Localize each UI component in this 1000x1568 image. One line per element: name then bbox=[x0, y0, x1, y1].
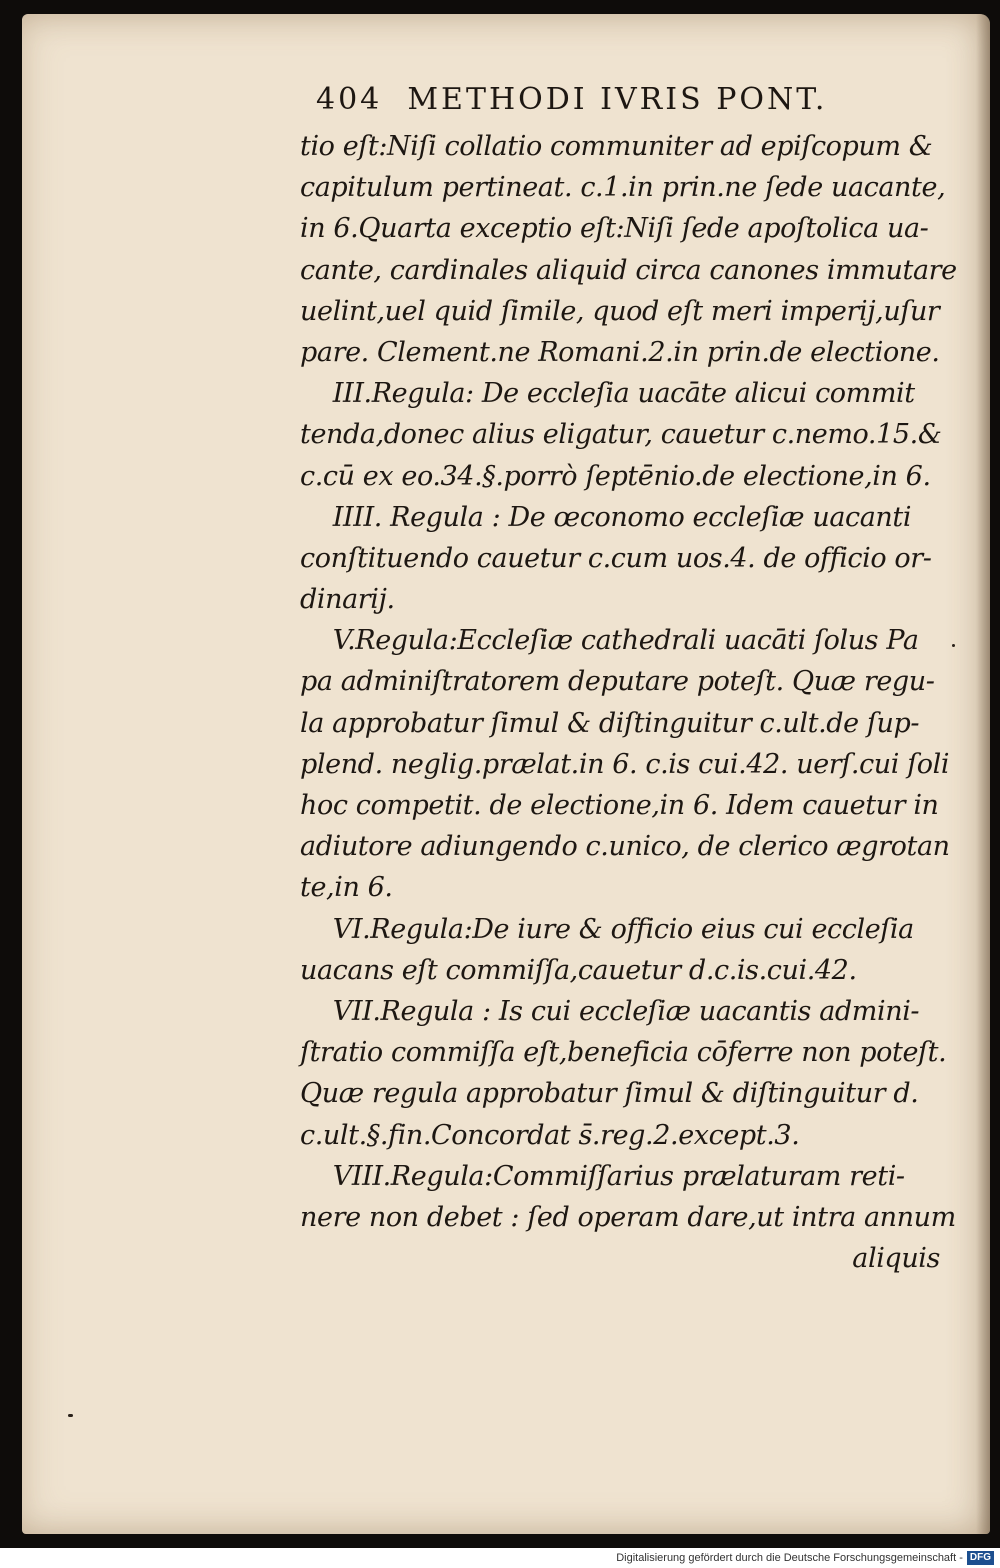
digitization-footer bbox=[0, 1548, 1000, 1568]
text-line: c.cū ex eo.34.§.porrò ſeptēnio.de electione,in 6. bbox=[300, 460, 931, 492]
text-line: c.ult.§.fin.Concordat s̄.reg.2.except.3. bbox=[300, 1119, 800, 1151]
ink-speck bbox=[952, 644, 955, 647]
page-number: 404 bbox=[316, 82, 383, 117]
dfg-logo: DFG bbox=[967, 1551, 994, 1565]
text-line: III.Regula: De eccleſia uacāte alicui commit bbox=[300, 378, 915, 410]
text-line: tio eſt:Niſi collatio communiter ad epiſcopum & bbox=[300, 131, 933, 162]
text-line: conſtituendo cauetur c.cum uos.4. de officio or- bbox=[300, 542, 932, 574]
running-head bbox=[316, 82, 940, 126]
text-line: plend. neglig.prælat.in 6. c.is cui.42. uerſ.cui ſoli bbox=[300, 748, 950, 780]
text-line: VI.Regula:De iure & officio eius cui eccleſia bbox=[300, 913, 914, 945]
text-line: ſtratio commiſſa eſt,beneficia cōferre non poteſt. bbox=[300, 1037, 947, 1069]
text-line: VIII.Regula:Commiſſarius prælaturam reti- bbox=[300, 1160, 905, 1192]
footer-credit: Digitalisierung gefördert durch die Deutsche Forschungsgemeinschaft - bbox=[616, 1552, 963, 1564]
text-line: Quæ regula approbatur ſimul & diſtinguitur d. bbox=[300, 1078, 919, 1110]
text-line: uacans eſt commiſſa,cauetur d.c.is.cui.42. bbox=[300, 954, 857, 986]
text-line: hoc competit. de electione,in 6. Idem cauetur in bbox=[300, 790, 939, 821]
text-line: pa adminiſtratorem deputare poteſt. Quæ regu- bbox=[300, 666, 935, 698]
running-title: METHODI IVRIS PONT. bbox=[407, 82, 828, 117]
catchword: aliquis bbox=[852, 1243, 940, 1275]
text-line: in 6.Quarta exceptio eſt:Niſi ſede apoſtolica ua- bbox=[300, 213, 929, 245]
text-line: nere non debet : ſed operam dare,ut intra annum bbox=[300, 1201, 956, 1233]
text-line: cante, cardinales aliquid circa canones immutare bbox=[300, 254, 957, 286]
text-line: la approbatur ſimul & diſtinguitur c.ult.de ſup- bbox=[300, 707, 920, 739]
page-text bbox=[300, 82, 957, 1279]
text-line: V.Regula:Eccleſiæ cathedrali uacāti ſolus Pa bbox=[300, 625, 919, 657]
text-line: te,in 6. bbox=[300, 872, 393, 904]
text-line: pare. Clement.ne Romani.2.in prin.de electione. bbox=[300, 336, 940, 368]
text-line: adiutore adiungendo c.unico, de clerico ægrotan bbox=[300, 831, 950, 863]
text-line: dinarij. bbox=[300, 584, 395, 616]
text-line: uelint,uel quid ſimile, quod eſt meri imperij,uſur bbox=[300, 295, 940, 327]
text-line: VII.Regula : Is cui eccleſiæ uacantis admini- bbox=[300, 995, 920, 1027]
text-line: IIII. Regula : De œconomo eccleſiæ uacanti bbox=[300, 501, 912, 533]
text-line: capitulum pertineat. c.1.in prin.ne ſede uacante, bbox=[300, 172, 946, 204]
text-line: tenda,donec alius eligatur, cauetur c.nemo.15.& bbox=[300, 419, 942, 451]
ink-speck bbox=[68, 1414, 73, 1417]
